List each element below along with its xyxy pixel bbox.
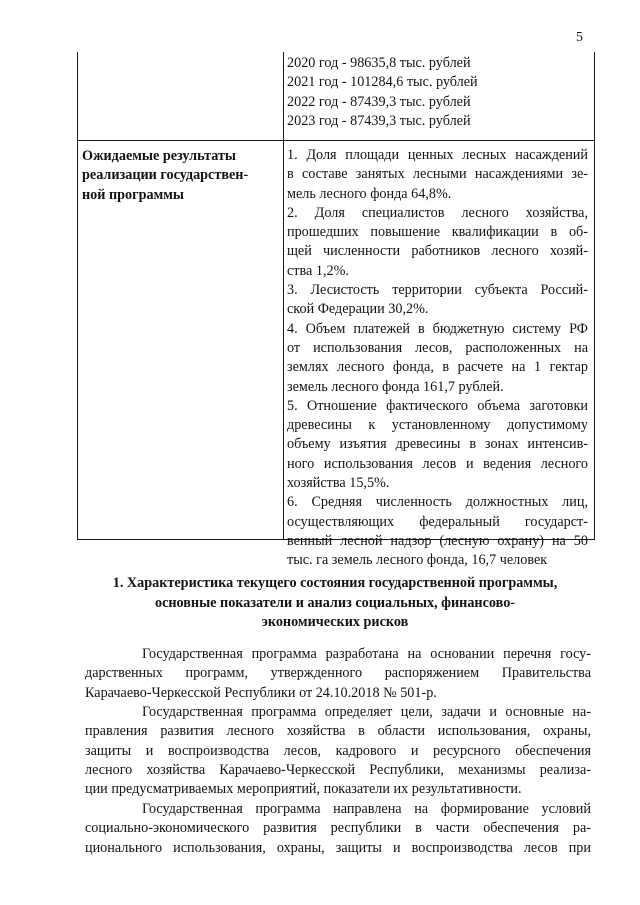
paragraph-1 bbox=[85, 645, 591, 703]
budget-line: 2022 год - 87439,3 тыс. рублей bbox=[287, 93, 471, 110]
paragraph-line: Карачаево-Черкесской Республики от 24.10.2018 № 501-р. bbox=[85, 684, 437, 701]
results-line: 4. Объем платежей в бюджетную систему РФ bbox=[287, 320, 588, 337]
results-line: 1. Доля площади ценных лесных насаждений bbox=[287, 147, 588, 163]
results-line: хозяйства 15,5%. bbox=[287, 475, 390, 492]
paragraph-3 bbox=[85, 800, 591, 858]
paragraph-line: Государственная программа разработана на основании перечня госу- bbox=[142, 646, 591, 662]
budget-line: 2023 год - 87439,3 тыс. рублей bbox=[287, 112, 471, 129]
paragraph-line: лесного хозяйства Карачаево-Черкесской Республики, механизмы реализа- bbox=[85, 761, 591, 778]
paragraph-line: ции предусматриваемых мероприятий, показатели их результативности. bbox=[85, 781, 522, 798]
paragraph-line: Государственная программа определяет цели, задачи и основные на- bbox=[142, 704, 591, 720]
results-cell bbox=[287, 146, 588, 571]
results-line: 2. Доля специалистов лесного хозяйства, bbox=[287, 204, 588, 221]
section-heading-line: 1. Характеристика текущего состояния государственной программы, bbox=[112, 575, 558, 591]
results-line: тыс. га земель лесного фонда, 16,7 человек bbox=[287, 552, 548, 569]
results-line: землях лесного фонда, в расчете на 1 гектар bbox=[287, 359, 588, 376]
results-line: 5. Отношение фактического объема заготовки bbox=[287, 397, 588, 414]
results-line: объему изъятия древесины в зонах интенсив- bbox=[287, 436, 588, 453]
results-line: от использования лесов, расположенных на bbox=[287, 339, 588, 356]
table-row-divider bbox=[78, 140, 594, 141]
budget-line: 2020 год - 98635,8 тыс. рублей bbox=[287, 55, 471, 71]
results-label-line: Ожидаемые результаты bbox=[82, 148, 236, 164]
results-line: ской Федерации 30,2%. bbox=[287, 301, 429, 318]
budget-cell bbox=[287, 54, 587, 131]
results-line: древесины к установленному допустимому bbox=[287, 417, 588, 434]
results-line: осуществляющих федеральный государст- bbox=[287, 513, 588, 530]
results-line: земель лесного фонда 161,7 рублей. bbox=[287, 378, 504, 395]
budget-line: 2021 год - 101284,6 тыс. рублей bbox=[287, 74, 478, 91]
results-line: ного использования лесов и ведения лесного bbox=[287, 455, 588, 472]
results-line: 3. Лесистость территории субъекта Россий- bbox=[287, 282, 588, 299]
results-line: ства 1,2%. bbox=[287, 262, 349, 279]
results-line: мель лесного фонда 64,8%. bbox=[287, 185, 452, 202]
paragraph-line: правления развития лесного хозяйства в области использования, охраны, bbox=[85, 723, 591, 740]
section-heading-line: основные показатели и анализ социальных, финансово- bbox=[154, 594, 516, 611]
results-line: в составе занятых лесными насаждениями зе- bbox=[287, 166, 588, 183]
section-heading bbox=[85, 574, 585, 633]
results-label-line: ной программы bbox=[82, 186, 184, 203]
paragraph-line: ционального использования, охраны, защиты и воспроизводства лесов при bbox=[85, 839, 591, 856]
paragraph-2 bbox=[85, 703, 591, 799]
table-column-divider bbox=[283, 52, 284, 539]
paragraph-line: дарственных программ, утвержденного распоряжением Правительства bbox=[85, 665, 591, 682]
section-heading-line: экономических рисков bbox=[261, 614, 409, 631]
program-passport-table bbox=[77, 52, 595, 569]
paragraph-line: защиты и воспроизводства лесов, кадрового и ресурсного обеспечения bbox=[85, 742, 591, 759]
paragraph-line: Государственная программа направлена на формирование условий bbox=[142, 801, 591, 817]
page-number: 5 bbox=[576, 30, 583, 45]
paragraph-line: социально-экономического развития республики в части обеспечения ра- bbox=[85, 820, 591, 837]
results-label-line: реализации государствен- bbox=[82, 167, 249, 184]
results-line: прошедших повышение квалификации в об- bbox=[287, 224, 588, 241]
results-line: венный лесной надзор (лесную охрану) на 50 bbox=[287, 532, 588, 549]
results-line: щей численности работников лесного хозяй- bbox=[287, 243, 588, 260]
results-line: 6. Средняя численность должностных лиц, bbox=[287, 494, 588, 511]
results-label-cell bbox=[82, 147, 278, 205]
